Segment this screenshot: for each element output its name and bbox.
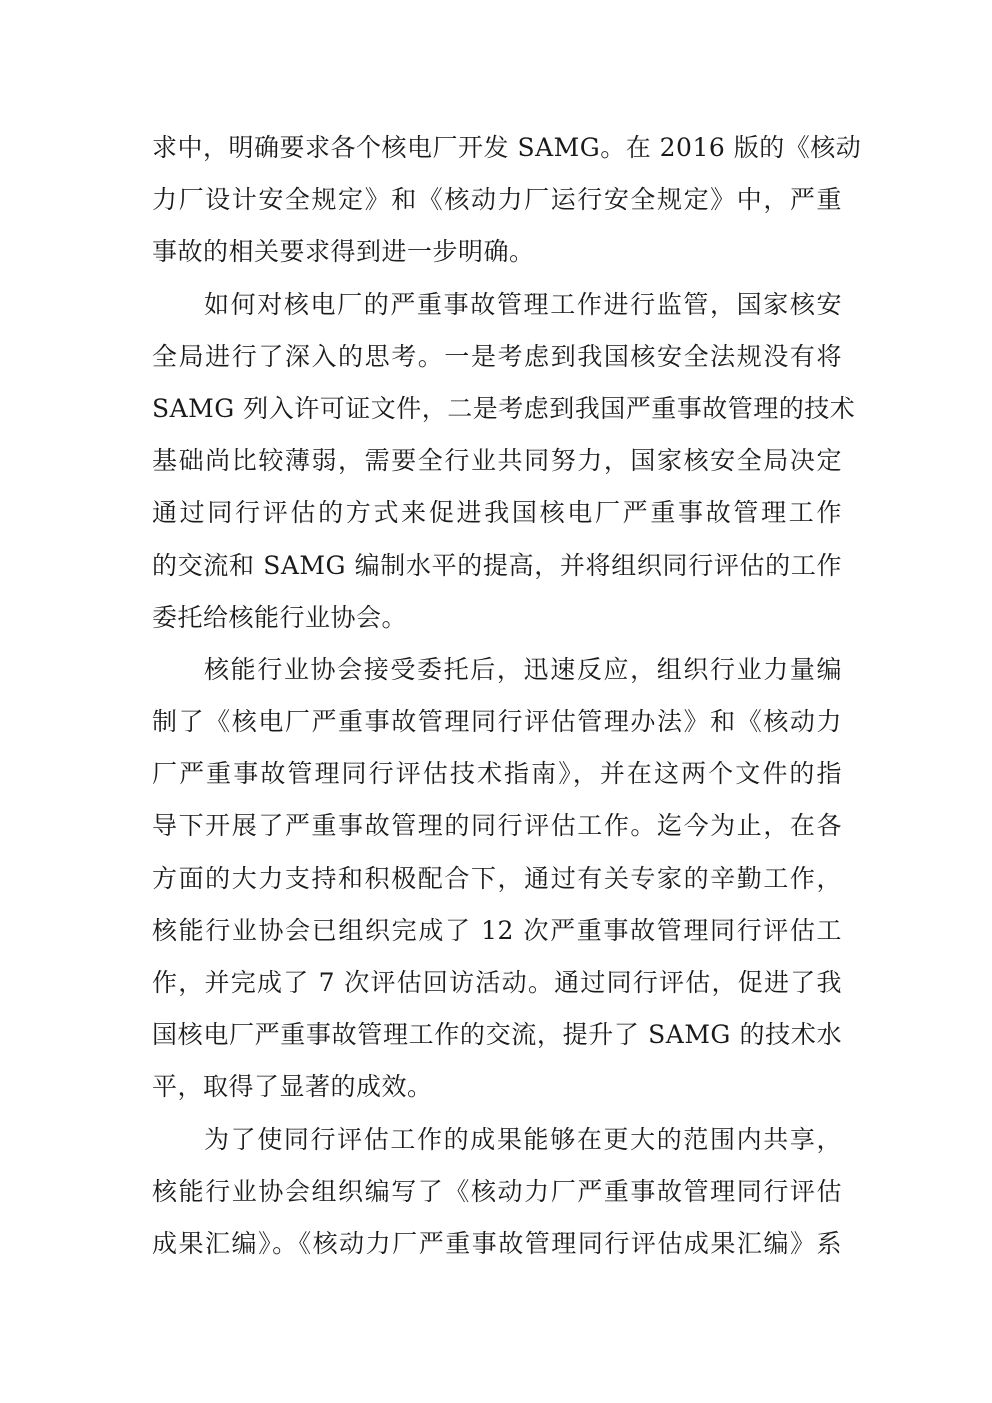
- text-line: 如何对核电厂的严重事故管理工作进行监管，国家核安: [204, 289, 842, 319]
- text-line: 基础尚比较薄弱，需要全行业共同努力，国家核安全局决定: [152, 446, 842, 476]
- text-line: SAMG 列入许可证文件，二是考虑到我国严重事故管理的技术: [152, 393, 856, 423]
- text-line: 求中，明确要求各个核电厂开发 SAMG。在 2016 版的《核动: [152, 133, 862, 162]
- text-line: 核能行业协会组织编写了《核动力厂严重事故管理同行评估: [152, 1176, 842, 1206]
- text-line: 成果汇编》。《核动力厂严重事故管理同行评估成果汇编》系: [152, 1228, 842, 1258]
- text-line: 平，取得了显著的成效。: [152, 1072, 433, 1102]
- text-line: 方面的大力支持和积极配合下，通过有关专家的辛勤工作，: [152, 863, 842, 893]
- text-line: 全局进行了深入的思考。一是考虑到我国核安全法规没有将: [152, 341, 842, 371]
- text-line: 作，并完成了 7 次评估回访活动。通过同行评估，促进了我: [152, 968, 842, 997]
- text-line: 导下开展了严重事故管理的同行评估工作。迄今为止，在各: [152, 811, 842, 841]
- text-line: 厂严重事故管理同行评估技术指南》，并在这两个文件的指: [152, 759, 842, 789]
- paragraph: [152, 279, 856, 644]
- text-line: 为了使同行评估工作的成果能够在更大的范围内共享，: [204, 1124, 842, 1154]
- paragraph: [152, 644, 842, 1114]
- text-line: 国核电厂严重事故管理工作的交流，提升了 SAMG 的技术水: [152, 1020, 842, 1050]
- paragraph: [152, 122, 862, 279]
- text-line: 委托给核能行业协会。: [152, 602, 408, 632]
- text-line: 核能行业协会已组织完成了 12 次严重事故管理同行评估工: [152, 915, 842, 945]
- body-text: [152, 122, 862, 1270]
- paragraph: [152, 1114, 842, 1271]
- text-line: 制了《核电厂严重事故管理同行评估管理办法》和《核动力: [152, 707, 842, 737]
- text-line: 的交流和 SAMG 编制水平的提高，并将组织同行评估的工作: [152, 550, 842, 580]
- text-line: 力厂设计安全规定》和《核动力厂运行安全规定》中，严重: [152, 185, 842, 215]
- text-line: 核能行业协会接受委托后，迅速反应，组织行业力量编: [204, 654, 842, 684]
- text-line: 事故的相关要求得到进一步明确。: [152, 237, 535, 267]
- text-line: 通过同行评估的方式来促进我国核电厂严重事故管理工作: [152, 498, 842, 528]
